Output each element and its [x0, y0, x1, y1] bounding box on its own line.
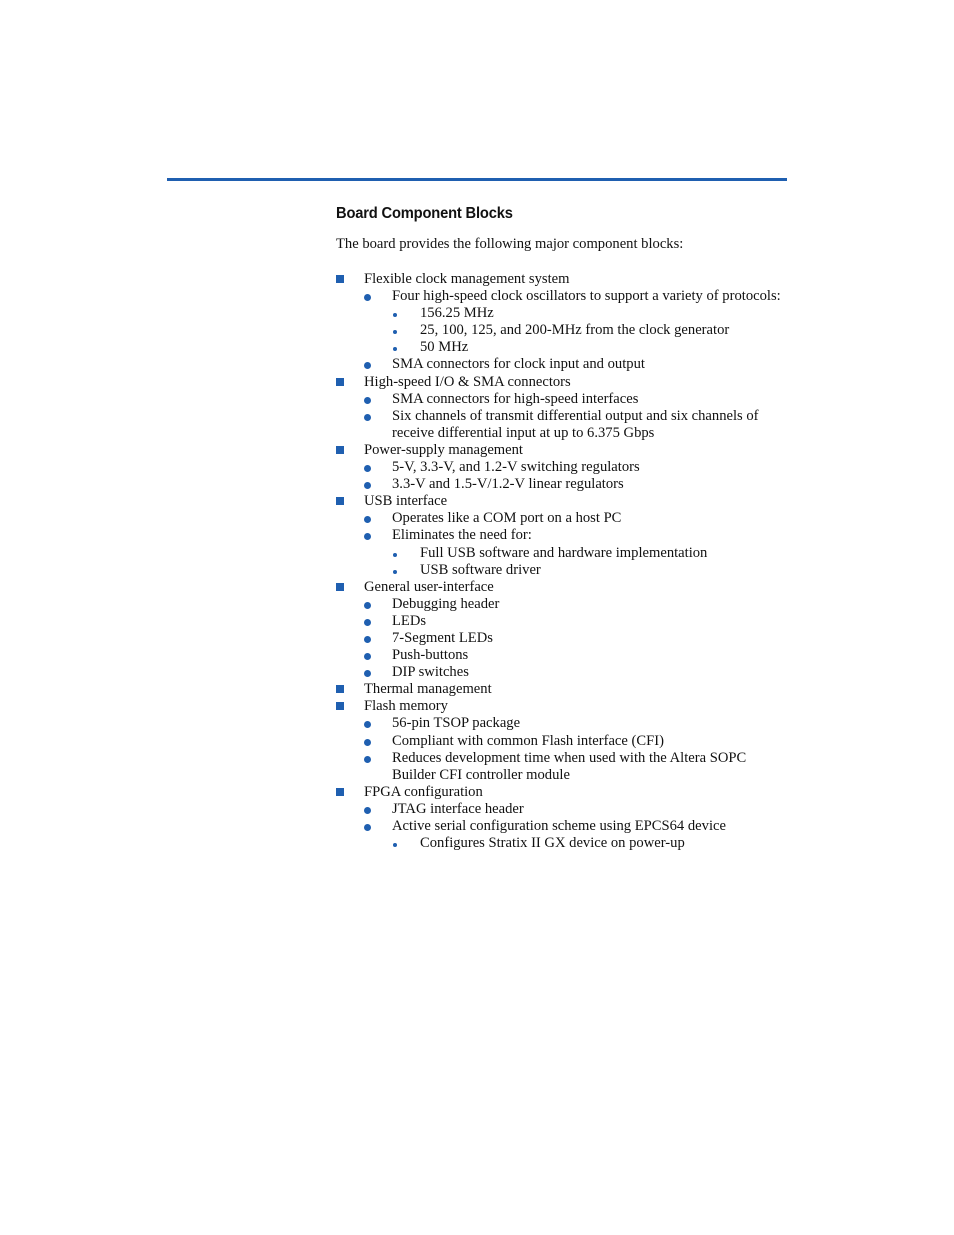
list-item-text: 3.3-V and 1.5-V/1.2-V linear regulators: [392, 476, 624, 493]
list-item: [336, 750, 786, 784]
round-bullet-icon: [364, 596, 371, 614]
round-bullet-icon: [364, 288, 371, 306]
round-bullet-icon: [364, 459, 371, 477]
square-bullet-icon: [336, 442, 344, 459]
list-item: [336, 818, 786, 835]
small-bullet-icon: [393, 562, 397, 579]
list-item: [336, 715, 786, 732]
list-item-text: DIP switches: [392, 664, 469, 681]
list-item: [336, 339, 786, 356]
list-item-text: USB interface: [364, 493, 448, 510]
round-bullet-icon: [364, 613, 371, 631]
list-item-text: Compliant with common Flash interface (CFI): [392, 732, 664, 749]
list-item: [336, 305, 786, 322]
small-bullet-icon: [393, 322, 397, 339]
square-bullet-icon: [336, 493, 344, 510]
list-item-text: Flexible clock management system: [364, 271, 570, 287]
list-item-text: Six channels of transmit differential output and six channels of receive differential input at up to 6.375 Gbps: [392, 407, 759, 441]
list-item: [336, 408, 786, 442]
list-item-text: JTAG interface header: [392, 800, 524, 817]
small-bullet-icon: [393, 339, 397, 356]
round-bullet-icon: [364, 750, 371, 768]
square-bullet-icon: [336, 579, 344, 596]
list-item-text: SMA connectors for clock input and output: [392, 356, 645, 373]
round-bullet-icon: [364, 510, 371, 528]
list-item-text: SMA connectors for high-speed interfaces: [392, 390, 639, 407]
list-item: [336, 698, 786, 715]
list-item-text: 5-V, 3.3-V, and 1.2-V switching regulators: [392, 459, 640, 476]
list-item: [336, 476, 786, 493]
round-bullet-icon: [364, 715, 371, 733]
list-item-text: Flash memory: [364, 698, 448, 715]
list-item: [336, 288, 786, 305]
intro-paragraph: The board provides the following major component blocks:: [336, 236, 684, 252]
list-item-text: Configures Stratix II GX device on power-up: [420, 835, 685, 852]
square-bullet-icon: [336, 374, 344, 391]
list-item: [336, 733, 786, 750]
round-bullet-icon: [364, 801, 371, 819]
list-item: [336, 391, 786, 408]
round-bullet-icon: [364, 476, 371, 494]
component-list: [336, 271, 786, 852]
list-item: [336, 784, 786, 801]
square-bullet-icon: [336, 784, 344, 801]
small-bullet-icon: [393, 545, 397, 562]
round-bullet-icon: [364, 408, 371, 426]
list-item: [336, 442, 786, 459]
list-item-text: Thermal management: [364, 681, 492, 698]
list-item-text: Reduces development time when used with the Altera SOPC Builder CFI controller module: [392, 749, 747, 783]
list-item: [336, 356, 786, 373]
square-bullet-icon: [336, 271, 344, 288]
small-bullet-icon: [393, 305, 397, 322]
list-item: [336, 510, 786, 527]
list-item-text: 50 MHz: [420, 339, 469, 356]
list-item: [336, 630, 786, 647]
list-item: [336, 647, 786, 664]
list-item-text: 25, 100, 125, and 200-MHz from the clock generator: [420, 322, 730, 339]
list-item: [336, 527, 786, 544]
square-bullet-icon: [336, 681, 344, 698]
list-item: [336, 322, 786, 339]
round-bullet-icon: [364, 356, 371, 374]
round-bullet-icon: [364, 630, 371, 648]
list-item-text: LEDs: [392, 612, 427, 629]
list-item-text: FPGA configuration: [364, 783, 483, 800]
round-bullet-icon: [364, 733, 371, 751]
small-bullet-icon: [393, 835, 397, 852]
round-bullet-icon: [364, 647, 371, 665]
list-item-text: Power-supply management: [364, 441, 523, 458]
list-item: [336, 681, 786, 698]
list-item: [336, 374, 786, 391]
list-item: [336, 613, 786, 630]
list-item: [336, 801, 786, 818]
round-bullet-icon: [364, 391, 371, 409]
list-item: [336, 545, 786, 562]
round-bullet-icon: [364, 527, 371, 545]
square-bullet-icon: [336, 698, 344, 715]
list-item-text: Operates like a COM port on a host PC: [392, 510, 622, 527]
list-item: [336, 459, 786, 476]
list-item: [336, 664, 786, 681]
list-item-text: Push-buttons: [392, 647, 469, 664]
list-item: [336, 271, 786, 288]
list-item: [336, 596, 786, 613]
list-item-text: USB software driver: [420, 561, 541, 578]
list-item-text: General user-interface: [364, 578, 494, 595]
list-item-text: High-speed I/O & SMA connectors: [364, 373, 571, 390]
list-item-text: Debugging header: [392, 595, 500, 612]
round-bullet-icon: [364, 818, 371, 836]
section-heading: Board Component Blocks: [336, 205, 513, 222]
list-item-text: 7-Segment LEDs: [392, 629, 493, 646]
list-item-text: Active serial configuration scheme using EPCS64 device: [392, 818, 726, 834]
list-item: [336, 562, 786, 579]
list-item-text: Full USB software and hardware implementation: [420, 544, 708, 561]
list-item-text: 156.25 MHz: [420, 305, 494, 322]
round-bullet-icon: [364, 664, 371, 682]
list-item-text: Eliminates the need for:: [392, 527, 532, 544]
list-item: [336, 835, 786, 852]
list-item: [336, 579, 786, 596]
list-item-text: Four high-speed clock oscillators to support a variety of protocols:: [392, 288, 781, 305]
list-item: [336, 493, 786, 510]
header-rule: [167, 178, 787, 181]
list-item-text: 56-pin TSOP package: [392, 715, 521, 732]
